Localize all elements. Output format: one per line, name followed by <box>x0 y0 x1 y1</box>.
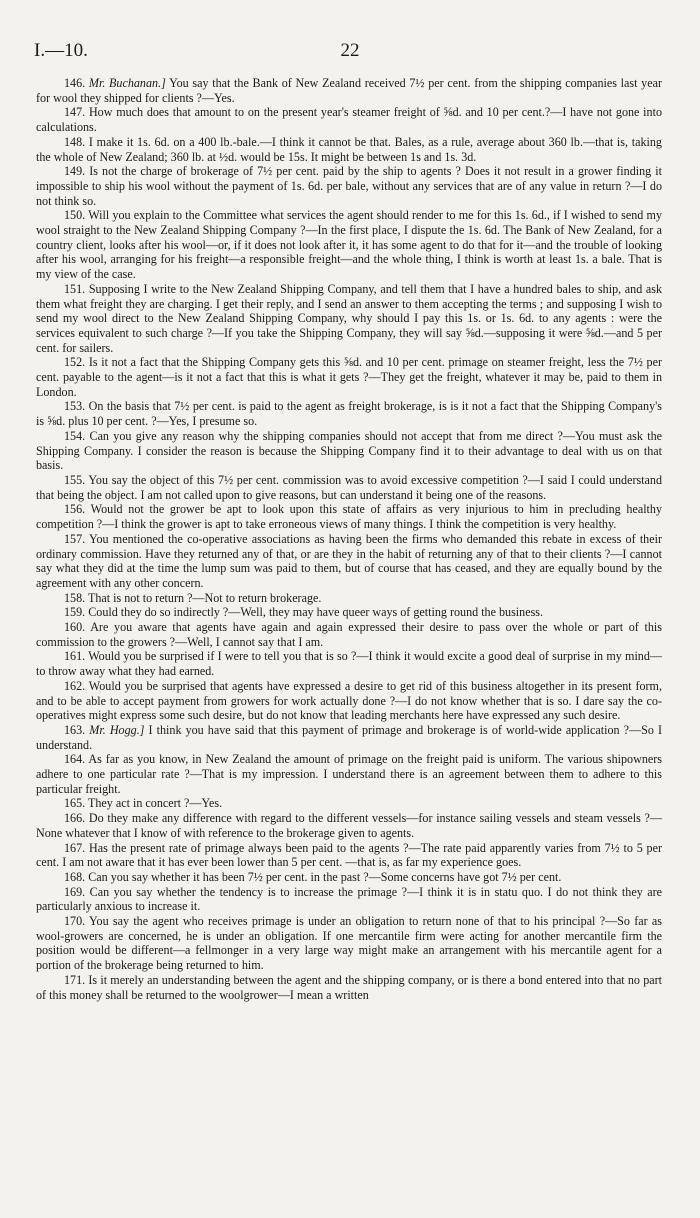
question-paragraph <box>36 605 662 620</box>
question-number: 156. <box>64 502 86 517</box>
question-paragraph <box>36 914 662 973</box>
question-number: 157. <box>64 531 86 546</box>
speaker-name: Mr. Hogg.] <box>89 722 145 737</box>
question-text: Do they make any difference with regard to the different vessels—for instance sailing vessels and steam vessels ?—None whatever that I know of with reference to the brokerage given to agents. <box>36 811 662 840</box>
question-text: I think you have said that this payment of primage and brokerage is of world-wide application ?—So I understand. <box>36 722 662 752</box>
question-paragraph <box>36 135 662 164</box>
question-number: 168. <box>64 869 86 884</box>
question-paragraph <box>36 164 662 208</box>
question-number: 165. <box>64 796 86 811</box>
question-paragraph <box>36 973 662 1002</box>
evidence-body <box>36 76 662 1002</box>
question-number: 169. <box>64 884 86 899</box>
question-number: 159. <box>64 605 86 620</box>
question-text: Are you aware that agents have again and again expressed their desire to pass over the whole or part of this commission to the growers ?—Well, I cannot say that I am. <box>36 620 662 649</box>
question-paragraph <box>36 76 662 105</box>
question-number: 148. <box>64 134 86 149</box>
question-number: 161. <box>64 649 86 664</box>
question-number: 170. <box>64 914 86 929</box>
question-paragraph <box>36 399 662 428</box>
question-number: 166. <box>64 811 86 826</box>
question-text: Supposing I write to the New Zealand Shipping Company, and tell them that I have a hundred bales to ship, and ask them what freight they are charging. I get their reply, and I send an answer to them accepting the terms ; and supposing I wish to send my wool direct to the New Zealand Shipping Company, why should I pay this 1s. or 1s. 6d. to any agents : were the services equivalent to such charge ?—If you take the Shipping Company, they will say ⅝d.—supposing it were ⅝d.—and 5 per cent. for sailers. <box>36 281 663 355</box>
speaker-name: Mr. Buchanan.] <box>88 76 166 90</box>
question-paragraph <box>36 355 662 399</box>
question-number: 167. <box>64 840 86 855</box>
question-paragraph <box>36 208 662 282</box>
page-number: 22 <box>340 40 360 61</box>
page-header <box>34 40 666 64</box>
question-paragraph <box>36 502 662 531</box>
question-paragraph <box>36 282 662 356</box>
question-number: 162. <box>64 678 86 693</box>
question-text: Would not the grower be apt to look upon this state of affairs as very injurious to him in precluding healthy competition ?—I think the grower is apt to take erroneous views of many things. I think the competition is very healthy. <box>36 502 663 532</box>
question-text: Is it merely an understanding between the agent and the shipping company, or is there a bond entered into that no part of this money shall be returned to the woolgrower—I mean a written <box>36 972 663 1002</box>
question-paragraph <box>36 841 662 870</box>
question-paragraph <box>36 473 662 502</box>
document-id: I.—10. <box>34 40 88 61</box>
question-text: How much does that amount to on the present year's steamer freight of ⅝d. and 10 per cent.?—I have not gone into calculations. <box>36 105 662 135</box>
question-paragraph <box>36 591 662 606</box>
question-paragraph <box>36 796 662 811</box>
question-number: 151. <box>64 281 86 296</box>
question-number: 163. <box>64 722 86 737</box>
question-paragraph <box>36 752 662 796</box>
question-text: That is not to return ?—Not to return brokerage. <box>87 590 322 605</box>
question-text: You say the agent who receives primage is under an obligation to return none of that to his principal ?—So far as wool-growers are concerned, he is under an obligation. If one mercantile firm were acting for another mercantile firm the position would be different—a fellmonger in a very large way might make an arrangement with his mercantile agent for a portion of the brokerage being returned to him. <box>36 914 662 973</box>
question-text: Has the present rate of primage always been paid to the agents ?—The rate paid apparently varies from 7½ to 5 per cent. I am not aware that it has ever been lower than 5 per cent. —that is, as far my experience goes. <box>36 840 662 870</box>
question-text: Could they do so indirectly ?—Well, they may have queer ways of getting round the business. <box>88 605 543 620</box>
question-number: 160. <box>64 620 86 635</box>
question-number: 150. <box>64 208 86 223</box>
question-paragraph <box>36 679 662 723</box>
question-paragraph <box>36 811 662 840</box>
question-text: Can you give any reason why the shipping companies should not accept that from me direct ?—You must ask the Shipping Company. I consider the reason is because the Shipping Company find it to their advantage to deal with us on that basis. <box>36 428 663 473</box>
question-paragraph <box>36 429 662 473</box>
question-paragraph <box>36 870 662 885</box>
question-number: 154. <box>64 428 86 443</box>
question-text: Will you explain to the Committee what services the agent should render to me for this 1s. 6d., if I wished to send my wool straight to the New Zealand Shipping Company ?—In the first place, I dispute the 1s. 6d. The Bank of New Zealand, for a country client, looks after his wool—or, if it does not look after it, it has some agent to do that for it—and the trouble of looking after his wool, arranging for his freight—a responsible freight—and the whole thing, I think is worth at least 1s. a bale. That is my view of the case. <box>36 208 662 282</box>
question-text: You mentioned the co-operative associations as having been the firms who demanded this rebate in excess of their ordinary commission. Have they returned any of that, or are they in the habit of returning any of that to their clients ?—I cannot say what they did at the time the lump sum was paid to them, but of course that has ceased, and they are equally bound by the agreement with any other concern. <box>36 531 662 590</box>
question-number: 147. <box>64 105 86 120</box>
question-number: 146. <box>64 76 86 90</box>
question-text: On the basis that 7½ per cent. is paid to the agent as freight brokerage, is is it not a fact that the Shipping Company's is ⅝d. plus 10 per cent. ?—Yes, I presume so. <box>36 399 663 429</box>
question-number: 158. <box>64 590 86 605</box>
question-text: You say that the Bank of New Zealand received 7½ per cent. from the shipping companies last year for wool they shipped for clients ?—Yes. <box>36 76 662 105</box>
question-paragraph <box>36 885 662 914</box>
question-paragraph <box>36 105 662 134</box>
question-text: Is not the charge of brokerage of 7½ per cent. paid by the ship to agents ? Does it not result in a grower finding it impossible to ship his wool without the payment of 1s. 6d. per bale, without any services that are of any value in return ?—I do not think so. <box>36 164 662 208</box>
question-text: Is it not a fact that the Shipping Company gets this ⅝d. and 10 per cent. primage on steamer freight, less the 7½ per cent. payable to the agent—is it not a fact that this is what it gets ?—They get the freight, whatever it may be, paid to them in London. <box>36 355 662 399</box>
question-text: Can you say whether it has been 7½ per cent. in the past ?—Some concerns have got 7½ per cent. <box>88 869 562 884</box>
question-number: 149. <box>64 164 86 179</box>
question-number: 171. <box>64 972 86 987</box>
question-number: 153. <box>64 399 86 414</box>
question-paragraph <box>36 620 662 649</box>
question-text: I make it 1s. 6d. on a 400 lb.-bale.—I think it cannot be that. Bales, as a rule, average about 360 lb.—that is, taking the whole of New Zealand; 360 lb. at ½d. would be 15s. It might be between 1s and 1s. 3d. <box>36 134 662 164</box>
question-text: Would you be surprised if I were to tell you that is so ?—I think it would excite a good deal of surprise in my mind—to throw away what they had earned. <box>36 649 662 679</box>
question-text: You say the object of this 7½ per cent. commission was to avoid excessive competition ?—I said I could understand that being the object. I am not called upon to give reasons, but can understand it being one of the reasons. <box>36 472 663 502</box>
question-text: They act in concert ?—Yes. <box>87 796 223 811</box>
question-number: 164. <box>64 752 86 767</box>
question-paragraph <box>36 532 662 591</box>
question-text: Can you say whether the tendency is to increase the primage ?—I think it is in statu quo. I do not think they are particularly anxious to increase it. <box>36 884 662 914</box>
question-number: 155. <box>64 472 86 487</box>
question-text: As far as you know, in New Zealand the amount of primage on the freight paid is uniform. The various shipowners adhere to one particular rate ?—That is my impression. I understand there is an agreement between them to adhere to this particular freight. <box>36 752 662 796</box>
question-number: 152. <box>64 355 86 370</box>
question-text: Would you be surprised that agents have expressed a desire to get rid of this business altogether in its present form, and to be able to accept payment from growers for work actually done ?—I do not know whether that is so. I dare say the co-operatives might express some such desire, but do not know that leading merchants here have expressed any such desire. <box>36 678 662 723</box>
question-paragraph <box>36 649 662 678</box>
question-paragraph <box>36 723 662 752</box>
